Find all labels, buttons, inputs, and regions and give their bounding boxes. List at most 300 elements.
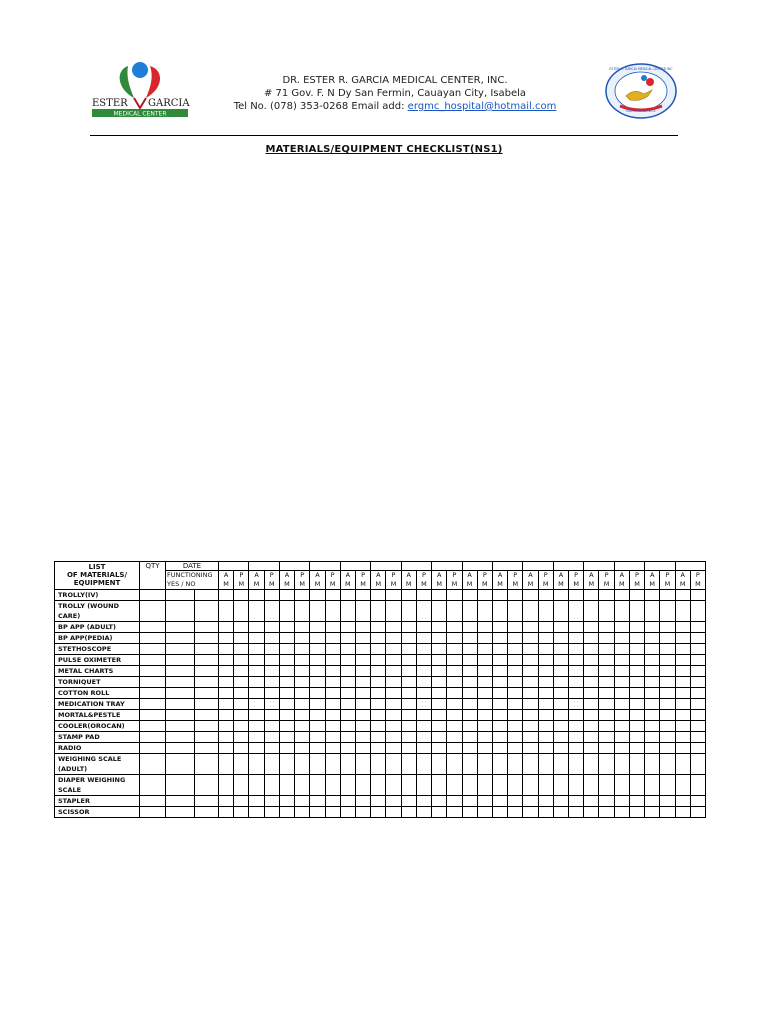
pm-check-cell[interactable] <box>264 688 279 699</box>
am-check-cell[interactable] <box>371 699 386 710</box>
am-check-cell[interactable] <box>310 666 325 677</box>
pm-check-cell[interactable] <box>477 743 492 754</box>
pm-check-cell[interactable] <box>234 796 249 807</box>
pm-check-cell[interactable] <box>599 743 614 754</box>
am-check-cell[interactable] <box>645 644 660 655</box>
pm-check-cell[interactable] <box>629 622 644 633</box>
pm-check-cell[interactable] <box>264 732 279 743</box>
pm-check-cell[interactable] <box>386 590 401 601</box>
pm-check-cell[interactable] <box>355 754 370 775</box>
am-check-cell[interactable] <box>645 688 660 699</box>
am-check-cell[interactable] <box>371 796 386 807</box>
pm-check-cell[interactable] <box>599 688 614 699</box>
am-check-cell[interactable] <box>675 655 690 666</box>
functioning-no-cell[interactable] <box>195 622 219 633</box>
am-check-cell[interactable] <box>645 807 660 818</box>
am-check-cell[interactable] <box>492 644 507 655</box>
pm-check-cell[interactable] <box>629 710 644 721</box>
pm-check-cell[interactable] <box>234 622 249 633</box>
am-check-cell[interactable] <box>432 590 447 601</box>
pm-check-cell[interactable] <box>386 622 401 633</box>
pm-check-cell[interactable] <box>325 796 340 807</box>
pm-check-cell[interactable] <box>599 754 614 775</box>
am-check-cell[interactable] <box>553 807 568 818</box>
am-check-cell[interactable] <box>310 688 325 699</box>
am-check-cell[interactable] <box>340 622 355 633</box>
functioning-no-cell[interactable] <box>195 644 219 655</box>
am-check-cell[interactable] <box>462 601 477 622</box>
pm-check-cell[interactable] <box>447 796 462 807</box>
am-check-cell[interactable] <box>675 666 690 677</box>
functioning-yes-cell[interactable] <box>166 743 195 754</box>
pm-check-cell[interactable] <box>325 622 340 633</box>
date-cell-11[interactable] <box>523 562 553 571</box>
pm-check-cell[interactable] <box>264 710 279 721</box>
am-check-cell[interactable] <box>310 743 325 754</box>
pm-check-cell[interactable] <box>234 677 249 688</box>
am-check-cell[interactable] <box>553 754 568 775</box>
pm-check-cell[interactable] <box>234 721 249 732</box>
pm-check-cell[interactable] <box>629 677 644 688</box>
date-cell-12[interactable] <box>553 562 583 571</box>
pm-check-cell[interactable] <box>264 796 279 807</box>
am-check-cell[interactable] <box>432 721 447 732</box>
functioning-no-cell[interactable] <box>195 655 219 666</box>
pm-check-cell[interactable] <box>477 633 492 644</box>
pm-check-cell[interactable] <box>538 699 553 710</box>
pm-check-cell[interactable] <box>355 677 370 688</box>
am-check-cell[interactable] <box>432 688 447 699</box>
pm-check-cell[interactable] <box>295 796 310 807</box>
date-cell-13[interactable] <box>584 562 614 571</box>
pm-check-cell[interactable] <box>386 666 401 677</box>
pm-check-cell[interactable] <box>295 601 310 622</box>
am-check-cell[interactable] <box>249 590 264 601</box>
pm-check-cell[interactable] <box>599 590 614 601</box>
pm-check-cell[interactable] <box>660 688 675 699</box>
qty-cell[interactable] <box>140 699 166 710</box>
pm-check-cell[interactable] <box>325 732 340 743</box>
am-check-cell[interactable] <box>553 655 568 666</box>
qty-cell[interactable] <box>140 655 166 666</box>
pm-check-cell[interactable] <box>447 743 462 754</box>
am-check-cell[interactable] <box>675 699 690 710</box>
pm-check-cell[interactable] <box>234 807 249 818</box>
pm-check-cell[interactable] <box>508 775 523 796</box>
pm-check-cell[interactable] <box>355 644 370 655</box>
am-check-cell[interactable] <box>219 699 234 710</box>
qty-cell[interactable] <box>140 710 166 721</box>
am-check-cell[interactable] <box>310 677 325 688</box>
pm-check-cell[interactable] <box>660 732 675 743</box>
pm-check-cell[interactable] <box>660 590 675 601</box>
pm-check-cell[interactable] <box>355 775 370 796</box>
am-check-cell[interactable] <box>401 699 416 710</box>
am-check-cell[interactable] <box>340 688 355 699</box>
am-check-cell[interactable] <box>584 699 599 710</box>
am-check-cell[interactable] <box>462 732 477 743</box>
pm-check-cell[interactable] <box>325 601 340 622</box>
pm-check-cell[interactable] <box>295 699 310 710</box>
pm-check-cell[interactable] <box>660 721 675 732</box>
am-check-cell[interactable] <box>462 666 477 677</box>
pm-check-cell[interactable] <box>629 807 644 818</box>
am-check-cell[interactable] <box>432 807 447 818</box>
am-check-cell[interactable] <box>310 655 325 666</box>
am-check-cell[interactable] <box>401 807 416 818</box>
am-check-cell[interactable] <box>675 807 690 818</box>
pm-check-cell[interactable] <box>325 688 340 699</box>
date-cell-9[interactable] <box>462 562 492 571</box>
am-check-cell[interactable] <box>371 655 386 666</box>
am-check-cell[interactable] <box>462 644 477 655</box>
pm-check-cell[interactable] <box>477 601 492 622</box>
pm-check-cell[interactable] <box>386 732 401 743</box>
functioning-yes-cell[interactable] <box>166 666 195 677</box>
pm-check-cell[interactable] <box>629 721 644 732</box>
pm-check-cell[interactable] <box>569 590 584 601</box>
am-check-cell[interactable] <box>553 775 568 796</box>
date-cell-6[interactable] <box>371 562 401 571</box>
am-check-cell[interactable] <box>249 677 264 688</box>
am-check-cell[interactable] <box>432 677 447 688</box>
am-check-cell[interactable] <box>553 699 568 710</box>
qty-cell[interactable] <box>140 677 166 688</box>
am-check-cell[interactable] <box>401 590 416 601</box>
am-check-cell[interactable] <box>492 622 507 633</box>
am-check-cell[interactable] <box>675 796 690 807</box>
am-check-cell[interactable] <box>279 775 294 796</box>
pm-check-cell[interactable] <box>325 655 340 666</box>
pm-check-cell[interactable] <box>477 655 492 666</box>
am-check-cell[interactable] <box>462 807 477 818</box>
am-check-cell[interactable] <box>523 666 538 677</box>
pm-check-cell[interactable] <box>447 590 462 601</box>
pm-check-cell[interactable] <box>416 796 431 807</box>
pm-check-cell[interactable] <box>477 622 492 633</box>
am-check-cell[interactable] <box>279 732 294 743</box>
am-check-cell[interactable] <box>614 677 629 688</box>
pm-check-cell[interactable] <box>386 644 401 655</box>
pm-check-cell[interactable] <box>416 754 431 775</box>
pm-check-cell[interactable] <box>386 688 401 699</box>
functioning-yes-cell[interactable] <box>166 601 195 622</box>
am-check-cell[interactable] <box>310 732 325 743</box>
pm-check-cell[interactable] <box>234 732 249 743</box>
am-check-cell[interactable] <box>432 601 447 622</box>
am-check-cell[interactable] <box>492 601 507 622</box>
date-cell-14[interactable] <box>614 562 644 571</box>
pm-check-cell[interactable] <box>477 677 492 688</box>
pm-check-cell[interactable] <box>599 666 614 677</box>
email-link[interactable]: ergmc_hospital@hotmail.com <box>407 101 557 112</box>
pm-check-cell[interactable] <box>660 710 675 721</box>
pm-check-cell[interactable] <box>447 655 462 666</box>
pm-check-cell[interactable] <box>325 633 340 644</box>
pm-check-cell[interactable] <box>416 807 431 818</box>
functioning-yes-cell[interactable] <box>166 732 195 743</box>
pm-check-cell[interactable] <box>690 721 705 732</box>
pm-check-cell[interactable] <box>355 732 370 743</box>
am-check-cell[interactable] <box>249 644 264 655</box>
pm-check-cell[interactable] <box>295 622 310 633</box>
am-check-cell[interactable] <box>584 743 599 754</box>
am-check-cell[interactable] <box>279 796 294 807</box>
am-check-cell[interactable] <box>614 590 629 601</box>
am-check-cell[interactable] <box>492 666 507 677</box>
pm-check-cell[interactable] <box>508 721 523 732</box>
pm-check-cell[interactable] <box>599 721 614 732</box>
pm-check-cell[interactable] <box>416 644 431 655</box>
am-check-cell[interactable] <box>523 721 538 732</box>
am-check-cell[interactable] <box>492 775 507 796</box>
pm-check-cell[interactable] <box>569 644 584 655</box>
am-check-cell[interactable] <box>432 796 447 807</box>
qty-cell[interactable] <box>140 644 166 655</box>
am-check-cell[interactable] <box>432 743 447 754</box>
am-check-cell[interactable] <box>371 721 386 732</box>
pm-check-cell[interactable] <box>569 743 584 754</box>
qty-cell[interactable] <box>140 590 166 601</box>
am-check-cell[interactable] <box>310 699 325 710</box>
am-check-cell[interactable] <box>645 732 660 743</box>
am-check-cell[interactable] <box>310 633 325 644</box>
pm-check-cell[interactable] <box>599 677 614 688</box>
am-check-cell[interactable] <box>553 796 568 807</box>
am-check-cell[interactable] <box>219 807 234 818</box>
pm-check-cell[interactable] <box>295 710 310 721</box>
am-check-cell[interactable] <box>249 732 264 743</box>
pm-check-cell[interactable] <box>599 732 614 743</box>
am-check-cell[interactable] <box>279 655 294 666</box>
am-check-cell[interactable] <box>584 601 599 622</box>
pm-check-cell[interactable] <box>416 601 431 622</box>
pm-check-cell[interactable] <box>325 743 340 754</box>
pm-check-cell[interactable] <box>295 732 310 743</box>
pm-check-cell[interactable] <box>629 644 644 655</box>
am-check-cell[interactable] <box>492 655 507 666</box>
pm-check-cell[interactable] <box>569 633 584 644</box>
am-check-cell[interactable] <box>279 710 294 721</box>
am-check-cell[interactable] <box>432 633 447 644</box>
am-check-cell[interactable] <box>371 622 386 633</box>
pm-check-cell[interactable] <box>447 622 462 633</box>
date-cell-10[interactable] <box>492 562 522 571</box>
pm-check-cell[interactable] <box>447 721 462 732</box>
am-check-cell[interactable] <box>249 622 264 633</box>
pm-check-cell[interactable] <box>416 622 431 633</box>
date-cell-16[interactable] <box>675 562 705 571</box>
functioning-yes-cell[interactable] <box>166 688 195 699</box>
pm-check-cell[interactable] <box>660 655 675 666</box>
am-check-cell[interactable] <box>432 644 447 655</box>
pm-check-cell[interactable] <box>295 754 310 775</box>
am-check-cell[interactable] <box>219 633 234 644</box>
am-check-cell[interactable] <box>492 710 507 721</box>
pm-check-cell[interactable] <box>447 754 462 775</box>
pm-check-cell[interactable] <box>690 644 705 655</box>
am-check-cell[interactable] <box>340 743 355 754</box>
pm-check-cell[interactable] <box>325 590 340 601</box>
pm-check-cell[interactable] <box>538 796 553 807</box>
pm-check-cell[interactable] <box>599 699 614 710</box>
am-check-cell[interactable] <box>371 732 386 743</box>
pm-check-cell[interactable] <box>416 666 431 677</box>
am-check-cell[interactable] <box>462 688 477 699</box>
pm-check-cell[interactable] <box>508 710 523 721</box>
am-check-cell[interactable] <box>584 688 599 699</box>
pm-check-cell[interactable] <box>538 633 553 644</box>
am-check-cell[interactable] <box>279 677 294 688</box>
am-check-cell[interactable] <box>279 633 294 644</box>
am-check-cell[interactable] <box>249 699 264 710</box>
pm-check-cell[interactable] <box>295 666 310 677</box>
am-check-cell[interactable] <box>371 601 386 622</box>
pm-check-cell[interactable] <box>508 633 523 644</box>
am-check-cell[interactable] <box>584 655 599 666</box>
pm-check-cell[interactable] <box>690 601 705 622</box>
pm-check-cell[interactable] <box>264 721 279 732</box>
pm-check-cell[interactable] <box>538 622 553 633</box>
am-check-cell[interactable] <box>614 655 629 666</box>
pm-check-cell[interactable] <box>234 710 249 721</box>
pm-check-cell[interactable] <box>325 699 340 710</box>
am-check-cell[interactable] <box>219 688 234 699</box>
pm-check-cell[interactable] <box>355 743 370 754</box>
am-check-cell[interactable] <box>492 699 507 710</box>
qty-cell[interactable] <box>140 622 166 633</box>
am-check-cell[interactable] <box>675 775 690 796</box>
pm-check-cell[interactable] <box>234 743 249 754</box>
am-check-cell[interactable] <box>371 775 386 796</box>
pm-check-cell[interactable] <box>599 775 614 796</box>
pm-check-cell[interactable] <box>264 590 279 601</box>
pm-check-cell[interactable] <box>447 688 462 699</box>
am-check-cell[interactable] <box>279 807 294 818</box>
pm-check-cell[interactable] <box>234 644 249 655</box>
am-check-cell[interactable] <box>401 721 416 732</box>
am-check-cell[interactable] <box>584 807 599 818</box>
pm-check-cell[interactable] <box>508 743 523 754</box>
am-check-cell[interactable] <box>279 754 294 775</box>
pm-check-cell[interactable] <box>477 807 492 818</box>
pm-check-cell[interactable] <box>629 666 644 677</box>
am-check-cell[interactable] <box>310 710 325 721</box>
pm-check-cell[interactable] <box>508 699 523 710</box>
am-check-cell[interactable] <box>614 688 629 699</box>
pm-check-cell[interactable] <box>599 807 614 818</box>
pm-check-cell[interactable] <box>477 710 492 721</box>
pm-check-cell[interactable] <box>355 590 370 601</box>
pm-check-cell[interactable] <box>295 633 310 644</box>
pm-check-cell[interactable] <box>386 775 401 796</box>
am-check-cell[interactable] <box>614 743 629 754</box>
pm-check-cell[interactable] <box>325 710 340 721</box>
am-check-cell[interactable] <box>553 743 568 754</box>
pm-check-cell[interactable] <box>447 732 462 743</box>
pm-check-cell[interactable] <box>690 743 705 754</box>
pm-check-cell[interactable] <box>599 622 614 633</box>
functioning-no-cell[interactable] <box>195 754 219 775</box>
am-check-cell[interactable] <box>584 775 599 796</box>
am-check-cell[interactable] <box>523 807 538 818</box>
am-check-cell[interactable] <box>645 622 660 633</box>
am-check-cell[interactable] <box>523 796 538 807</box>
am-check-cell[interactable] <box>279 743 294 754</box>
am-check-cell[interactable] <box>340 699 355 710</box>
pm-check-cell[interactable] <box>660 622 675 633</box>
am-check-cell[interactable] <box>614 666 629 677</box>
am-check-cell[interactable] <box>371 590 386 601</box>
pm-check-cell[interactable] <box>477 721 492 732</box>
pm-check-cell[interactable] <box>295 644 310 655</box>
am-check-cell[interactable] <box>310 796 325 807</box>
am-check-cell[interactable] <box>401 644 416 655</box>
am-check-cell[interactable] <box>371 710 386 721</box>
am-check-cell[interactable] <box>645 601 660 622</box>
functioning-yes-cell[interactable] <box>166 699 195 710</box>
pm-check-cell[interactable] <box>508 666 523 677</box>
am-check-cell[interactable] <box>492 807 507 818</box>
am-check-cell[interactable] <box>675 688 690 699</box>
pm-check-cell[interactable] <box>264 655 279 666</box>
am-check-cell[interactable] <box>340 666 355 677</box>
date-cell-7[interactable] <box>401 562 431 571</box>
pm-check-cell[interactable] <box>569 666 584 677</box>
am-check-cell[interactable] <box>462 710 477 721</box>
pm-check-cell[interactable] <box>660 775 675 796</box>
pm-check-cell[interactable] <box>447 633 462 644</box>
functioning-yes-cell[interactable] <box>166 677 195 688</box>
pm-check-cell[interactable] <box>325 677 340 688</box>
am-check-cell[interactable] <box>553 688 568 699</box>
am-check-cell[interactable] <box>219 677 234 688</box>
am-check-cell[interactable] <box>645 721 660 732</box>
pm-check-cell[interactable] <box>599 644 614 655</box>
am-check-cell[interactable] <box>310 590 325 601</box>
pm-check-cell[interactable] <box>416 732 431 743</box>
pm-check-cell[interactable] <box>386 699 401 710</box>
functioning-yes-cell[interactable] <box>166 710 195 721</box>
am-check-cell[interactable] <box>675 710 690 721</box>
pm-check-cell[interactable] <box>629 754 644 775</box>
am-check-cell[interactable] <box>371 633 386 644</box>
qty-cell[interactable] <box>140 732 166 743</box>
pm-check-cell[interactable] <box>295 775 310 796</box>
pm-check-cell[interactable] <box>234 666 249 677</box>
pm-check-cell[interactable] <box>569 622 584 633</box>
am-check-cell[interactable] <box>462 796 477 807</box>
pm-check-cell[interactable] <box>508 622 523 633</box>
functioning-yes-cell[interactable] <box>166 622 195 633</box>
pm-check-cell[interactable] <box>295 677 310 688</box>
am-check-cell[interactable] <box>584 644 599 655</box>
am-check-cell[interactable] <box>584 710 599 721</box>
am-check-cell[interactable] <box>462 721 477 732</box>
am-check-cell[interactable] <box>614 807 629 818</box>
am-check-cell[interactable] <box>401 622 416 633</box>
pm-check-cell[interactable] <box>234 699 249 710</box>
pm-check-cell[interactable] <box>569 601 584 622</box>
pm-check-cell[interactable] <box>690 754 705 775</box>
am-check-cell[interactable] <box>401 633 416 644</box>
pm-check-cell[interactable] <box>629 633 644 644</box>
qty-cell[interactable] <box>140 754 166 775</box>
am-check-cell[interactable] <box>401 775 416 796</box>
am-check-cell[interactable] <box>553 633 568 644</box>
pm-check-cell[interactable] <box>629 699 644 710</box>
am-check-cell[interactable] <box>219 775 234 796</box>
